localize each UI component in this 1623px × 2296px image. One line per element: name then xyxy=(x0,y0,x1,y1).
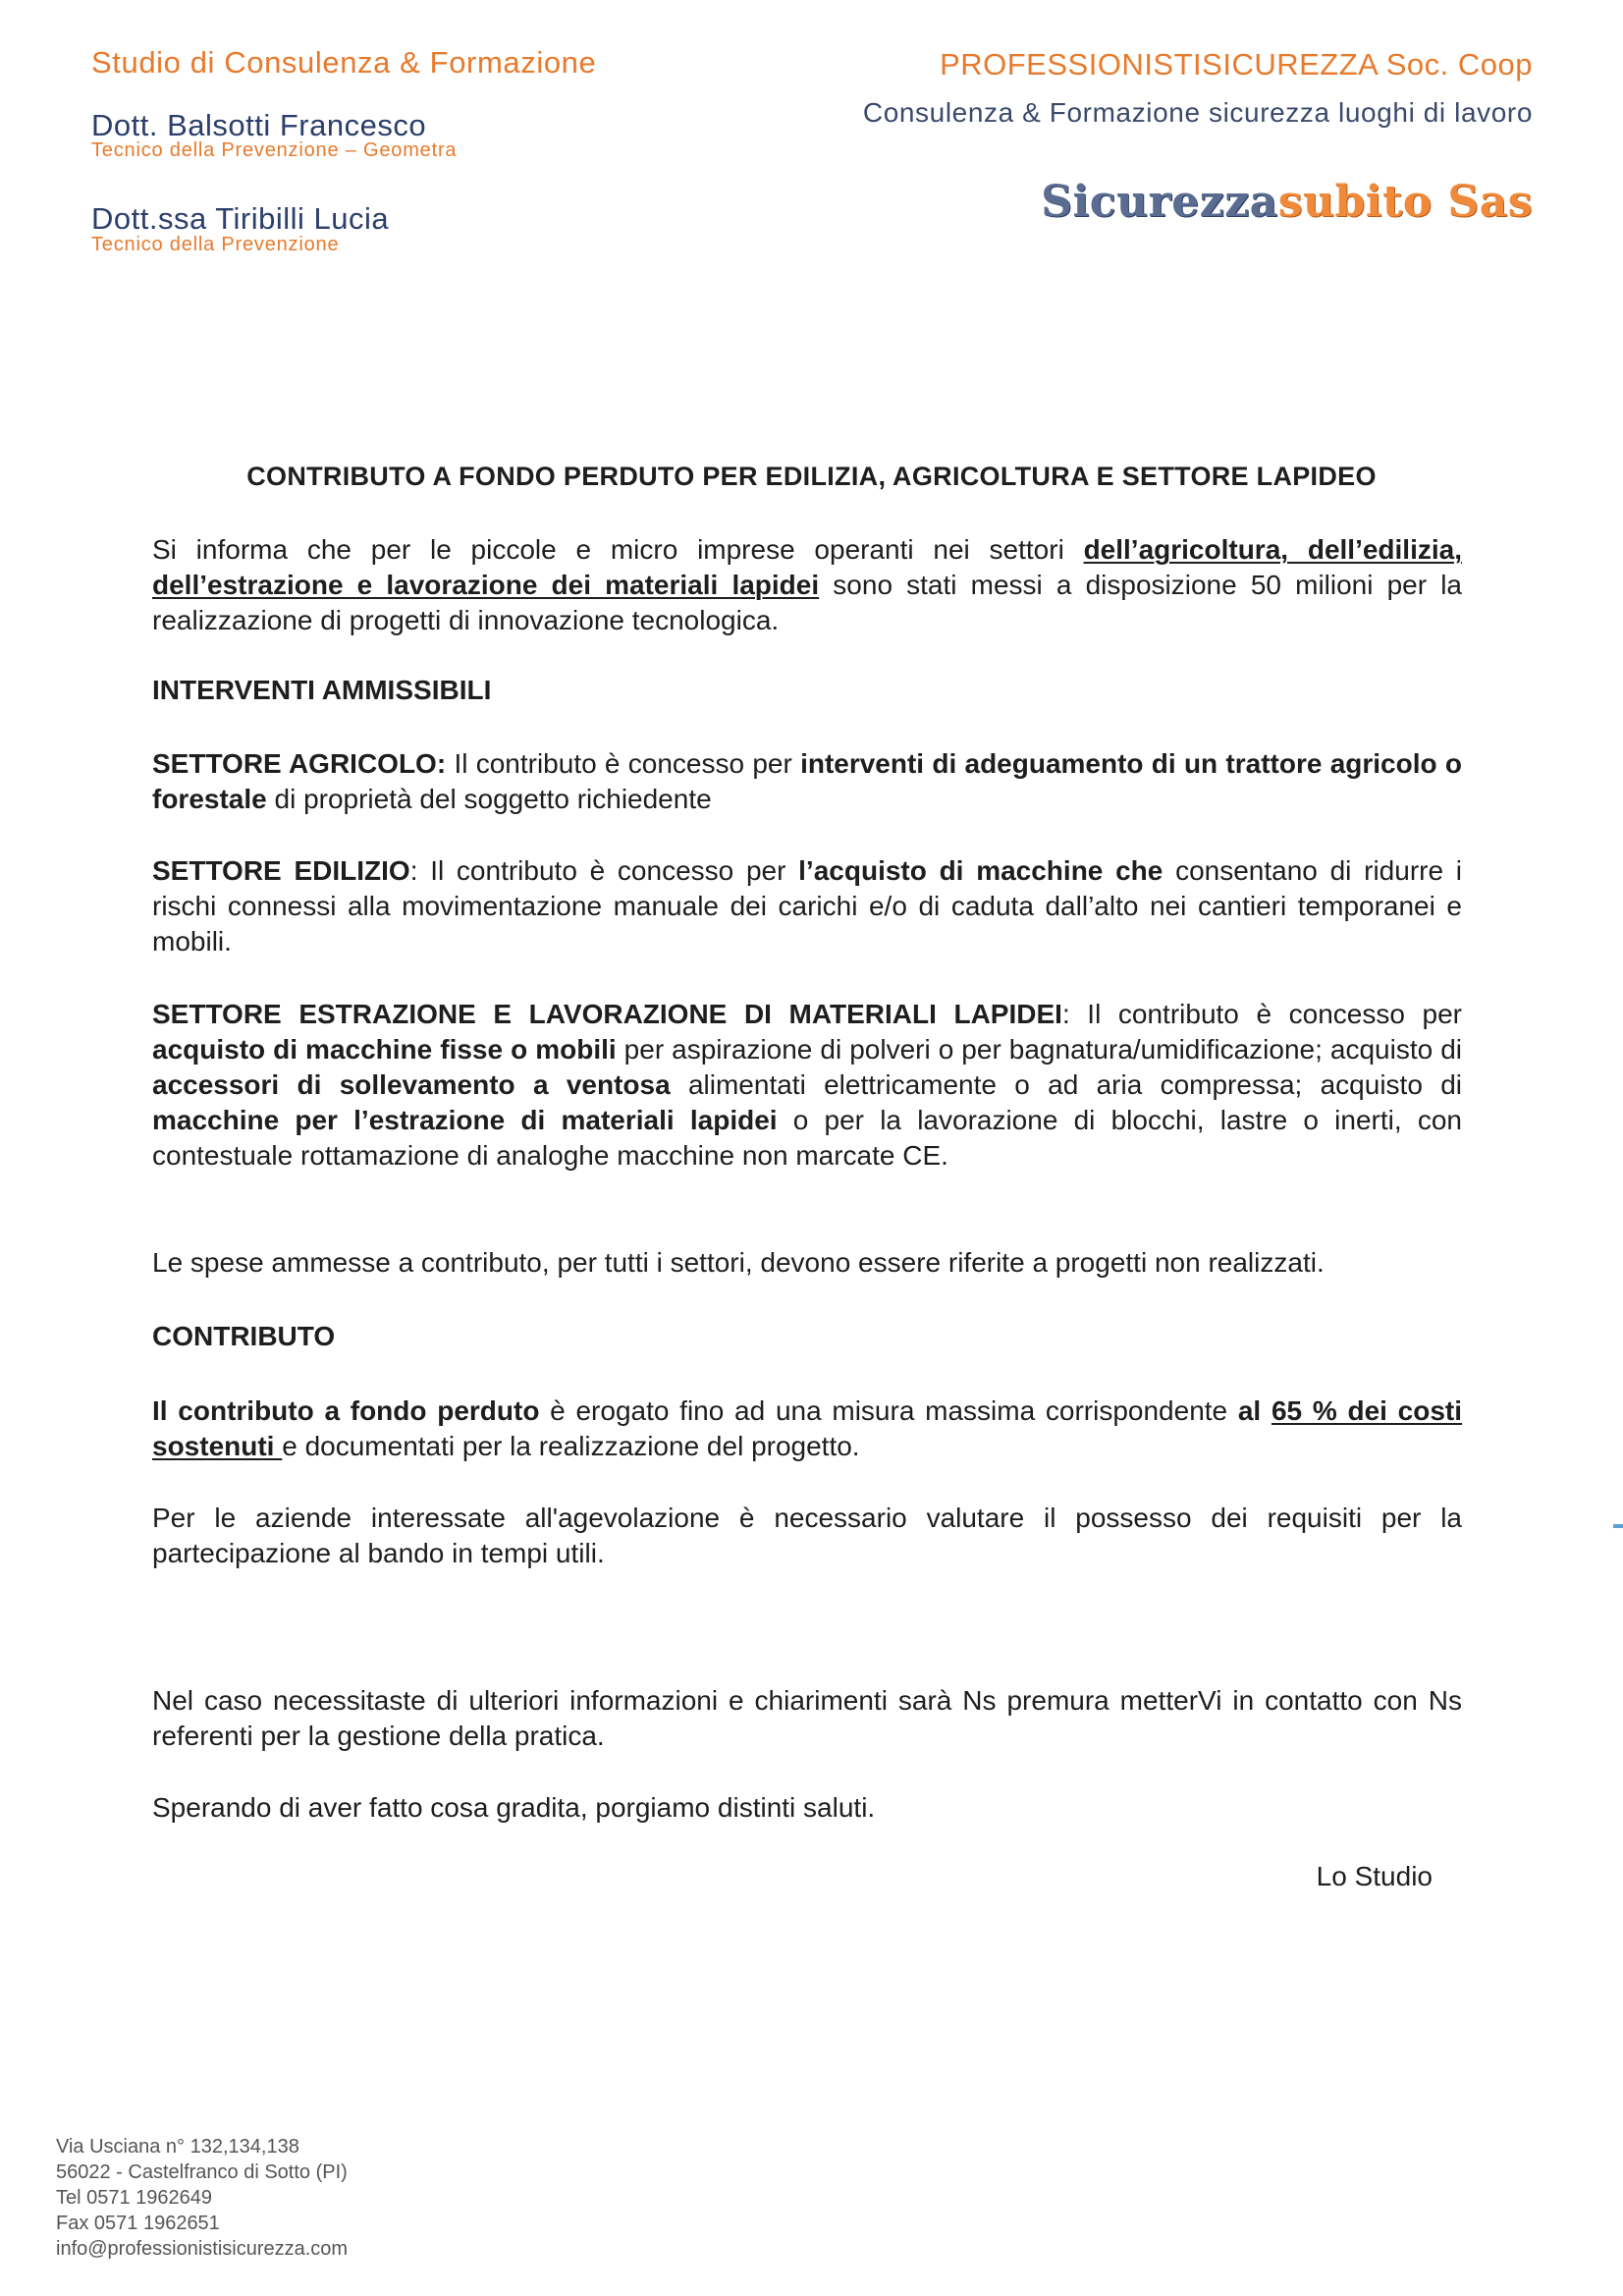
logo-part1: Sicurezza xyxy=(1041,177,1278,227)
lapideo-text-4: o per la lavorazione di blocchi, lastre o inerti, con contestuale rottamazione di analoghe macchine non marcate CE. xyxy=(152,1105,1462,1171)
spese-paragraph: Le spese ammesse a contributo, per tutti i settori, devono essere riferite a progetti non realizzati. xyxy=(152,1247,1325,1278)
footer-address: Via Usciana n° 132,134,138 xyxy=(56,2136,299,2158)
studio-title: Studio di Consulenza & Formazione xyxy=(91,45,597,80)
edilizio-label: SETTORE EDILIZIO xyxy=(152,855,410,886)
company-subtitle: Consulenza & Formazione sicurezza luoghi di lavoro xyxy=(862,97,1533,128)
contributo-bold-1: Il contributo a fondo perduto xyxy=(152,1395,540,1426)
lapideo-text-2: per aspirazione di polveri o per bagnatura/umidificazione; acquisto di xyxy=(616,1034,1462,1065)
intro-sectors: dell’agricoltura, dell’edilizia, dell’estrazione e lavorazione dei materiali lapidei xyxy=(152,534,1462,600)
contributo-paragraph xyxy=(152,1394,1462,1464)
scan-mark xyxy=(1613,1524,1623,1528)
edilizio-text-2: consentano di ridurre i rischi connessi alla movimentazione manuale dei carichi e/o di caduta dall’alto nei cantieri temporanei e mobili. xyxy=(152,855,1462,957)
lapideo-text-3: alimentati elettricamente o ad aria compressa; acquisto di xyxy=(670,1069,1462,1100)
person1-role: Tecnico della Prevenzione – Geometra xyxy=(91,139,458,161)
company-title: PROFESSIONISTISICUREZZA Soc. Coop xyxy=(940,47,1533,82)
agricolo-text-1: Il contributo è concesso per xyxy=(446,748,801,779)
intro-text-2: sono stati messi a disposizione 50 milioni per la realizzazione di progetti di innovazione tecnologica. xyxy=(152,570,1463,635)
contributo-text-1: è erogato fino ad una misura massima corrispondente xyxy=(539,1395,1238,1426)
footer-city: 56022 - Castelfranco di Sotto (PI) xyxy=(56,2161,348,2183)
agricolo-text-2: di proprietà del soggetto richiedente xyxy=(266,784,712,814)
saluti-paragraph: Sperando di aver fatto cosa gradita, porgiamo distinti saluti. xyxy=(152,1792,876,1823)
contributo-percentage: 65 % dei costi sostenuti xyxy=(152,1395,1463,1461)
lapideo-bold-1: acquisto di macchine fisse o mobili xyxy=(152,1034,617,1065)
person1-name: Dott. Balsotti Francesco xyxy=(91,108,427,142)
contributo-text-2: e documentati per la realizzazione del progetto. xyxy=(282,1431,860,1461)
person2-block xyxy=(91,201,389,256)
person2-role: Tecnico della Prevenzione xyxy=(91,234,340,255)
edilizio-bold: l’acquisto di macchine che xyxy=(798,855,1163,886)
agricolo-bold: interventi di adeguamento di un trattore agricolo o forestale xyxy=(152,748,1462,814)
aziende-paragraph: Per le aziende interessate all'agevolazione è necessario valutare il possesso dei requisiti per la partecipazione al bando in tempi utili. xyxy=(152,1503,1462,1568)
contributo-heading: CONTRIBUTO xyxy=(152,1321,336,1351)
lapideo-bold-2: accessori di sollevamento a ventosa xyxy=(152,1069,671,1100)
lapideo-paragraph xyxy=(152,997,1462,1174)
person1-block xyxy=(91,108,457,162)
logo-part2: subito Sas xyxy=(1277,177,1533,227)
document-title: CONTRIBUTO A FONDO PERDUTO PER EDILIZIA, AGRICOLTURA E SETTORE LAPIDEO xyxy=(246,462,1377,491)
edilizio-text-1: : Il contributo è concesso per xyxy=(409,855,799,886)
footer-fax: Fax 0571 1962651 xyxy=(56,2213,220,2234)
agricolo-paragraph xyxy=(152,746,1462,817)
footer-email[interactable]: info@professionistisicurezza.com xyxy=(56,2238,349,2260)
contatto-paragraph: Nel caso necessitaste di ulteriori informazioni e chiarimenti sarà Ns premura metterVi in contatto con Ns referenti per la gestione della pratica. xyxy=(152,1685,1462,1751)
edilizio-paragraph xyxy=(152,853,1462,959)
lapideo-label: SETTORE ESTRAZIONE E LAVORAZIONE DI MATERIALI LAPIDEI xyxy=(152,999,1062,1029)
footer-contact xyxy=(56,2134,348,2262)
lapideo-bold-3: macchine per l’estrazione di materiali lapidei xyxy=(152,1105,778,1135)
company-logo xyxy=(1041,177,1533,227)
person2-name: Dott.ssa Tiribilli Lucia xyxy=(91,201,390,236)
intro-text-1: Si informa che per le piccole e micro imprese operanti nei settori xyxy=(152,534,1084,565)
intro-paragraph xyxy=(152,532,1462,638)
contributo-bold-2: al xyxy=(1237,1395,1271,1426)
lapideo-text-1: : Il contributo è concesso per xyxy=(1061,999,1462,1029)
signature: Lo Studio xyxy=(1316,1861,1433,1891)
agricolo-label: SETTORE AGRICOLO: xyxy=(152,748,447,779)
interventi-heading: INTERVENTI AMMISSIBILI xyxy=(152,675,492,705)
footer-tel: Tel 0571 1962649 xyxy=(56,2187,213,2209)
